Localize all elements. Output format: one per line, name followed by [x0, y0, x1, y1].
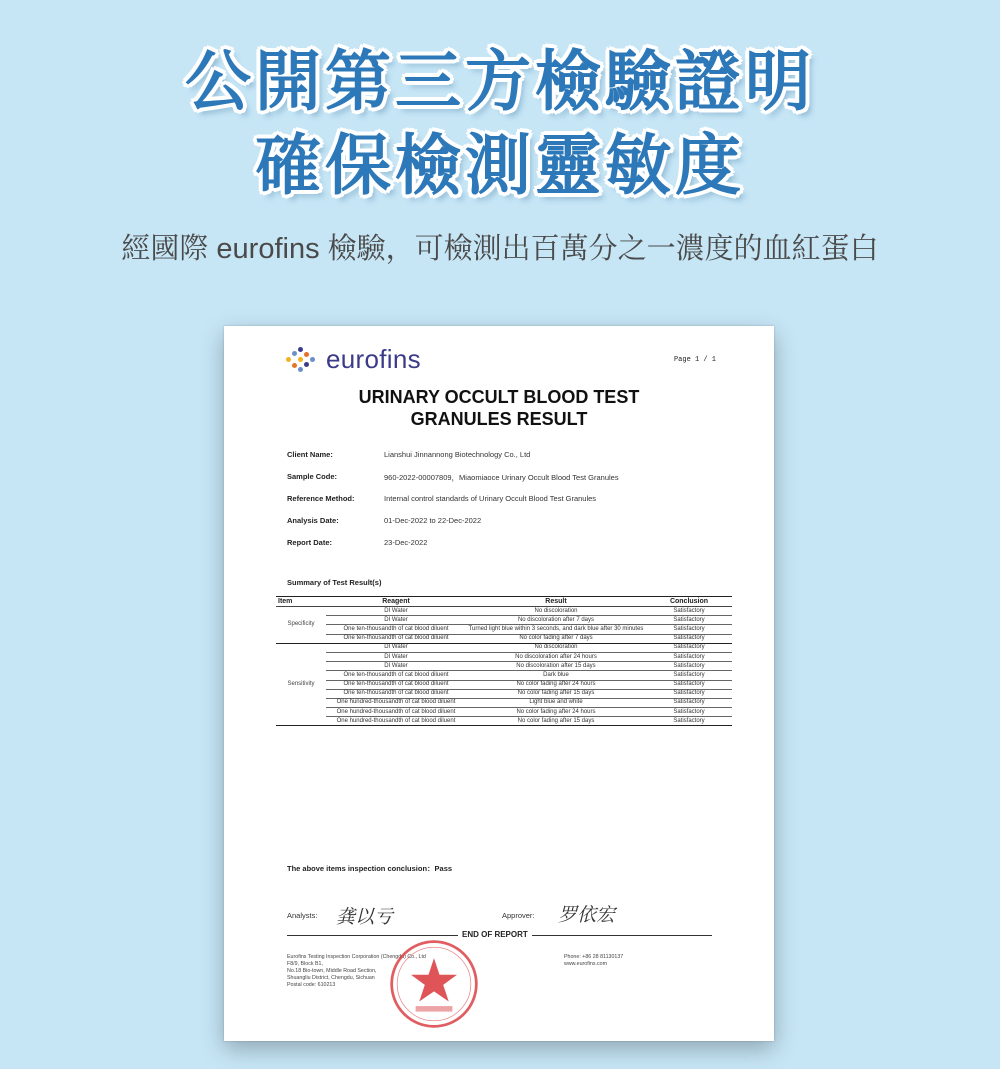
reagent-cell: DI Water — [326, 662, 466, 671]
conclusion-cell: Satisfactory — [646, 625, 732, 634]
result-cell: No color fading after 7 days — [466, 634, 646, 643]
eurofins-dots-icon — [286, 347, 320, 373]
analysis-date-row — [287, 516, 481, 525]
reagent-cell: One ten-thousandth of cat blood diluent — [326, 689, 466, 698]
client-name-row — [287, 450, 530, 459]
method-value: Internal control standards of Urinary Occult Blood Test Granules — [384, 494, 597, 503]
reagent-cell: One hundred-thousandth of cat blood diluent — [326, 698, 466, 707]
result-cell: No color fading after 24 hours — [466, 680, 646, 689]
sample-value: 960-2022-00007809，Miaomiaoce Urinary Occult Blood Test Granules — [384, 473, 619, 482]
headline-line-2: 確保檢測靈敏度 — [255, 127, 745, 204]
phone: Phone: +86 28 81130137 — [564, 954, 624, 960]
reagent-cell: One hundred-thousandth of cat blood diluent — [326, 717, 466, 726]
result-cell: No discoloration — [466, 607, 646, 616]
report-title-line-2: GRANULES RESULT — [410, 409, 588, 429]
table-row — [276, 662, 732, 671]
result-cell: No discoloration after 15 days — [466, 662, 646, 671]
report-title — [224, 386, 774, 430]
result-cell: Light blue and white — [466, 698, 646, 707]
results-table — [276, 596, 732, 726]
result-cell: No color fading after 24 hours — [466, 708, 646, 717]
conclusion-cell: Satisfactory — [646, 708, 732, 717]
headline-line-1: 公開第三方檢驗證明 — [185, 43, 815, 120]
conclusion-cell: Satisfactory — [646, 717, 732, 726]
address-line: No.18 Bio-town, Middle Road Section, — [287, 968, 377, 974]
report-date-value: 23-Dec-2022 — [384, 538, 428, 547]
results-table-body — [276, 607, 732, 726]
reference-method-row — [287, 494, 596, 503]
address-line: Eurofins Testing Inspection Corporation (Chengdu) Co., Ltd — [287, 954, 426, 960]
column-header-conclusion: Conclusion — [646, 597, 732, 607]
end-of-report: END OF REPORT — [458, 930, 532, 939]
inspection-conclusion: The above items inspection conclusion：Pass — [287, 864, 453, 873]
test-report-document — [224, 326, 774, 1041]
address-line: Shuangliu District, Chengdu, Sichuan — [287, 975, 375, 981]
conclusion-cell: Satisfactory — [646, 662, 732, 671]
column-header-result: Result — [466, 597, 646, 607]
reagent-cell: One ten-thousandth of cat blood diluent — [326, 671, 466, 680]
conclusion-cell: Satisfactory — [646, 607, 732, 616]
method-label: Reference Method: — [287, 494, 355, 503]
approver-signature: 罗依宏 — [558, 904, 616, 926]
result-cell: No color fading after 15 days — [466, 717, 646, 726]
table-row — [276, 689, 732, 698]
conclusion-cell: Satisfactory — [646, 634, 732, 643]
sample-label: Sample Code: — [287, 472, 338, 481]
analyst-signature: 龚以亏 — [336, 906, 394, 928]
column-header-reagent: Reagent — [326, 597, 466, 607]
table-row — [276, 625, 732, 634]
conclusion-cell: Satisfactory — [646, 698, 732, 707]
summary-heading: Summary of Test Result(s) — [287, 578, 382, 587]
result-cell: Turned light blue within 3 seconds, and dark blue after 30 minutes — [466, 625, 646, 634]
reagent-cell: DI Water — [326, 643, 466, 652]
result-cell: Dark blue — [466, 671, 646, 680]
reagent-cell: One ten-thousandth of cat blood diluent — [326, 680, 466, 689]
reagent-cell: DI Water — [326, 616, 466, 625]
report-date-row — [287, 538, 427, 547]
report-title-line-1: URINARY OCCULT BLOOD TEST — [358, 387, 640, 407]
table-row — [276, 671, 732, 680]
reagent-cell: One ten-thousandth of cat blood diluent — [326, 634, 466, 643]
table-header-row — [276, 597, 732, 607]
table-row — [276, 643, 732, 652]
logo-text: eurofins — [326, 344, 421, 374]
approver-label: Approver: — [502, 911, 535, 920]
client-label: Client Name: — [287, 450, 333, 459]
table-row — [276, 616, 732, 625]
result-cell: No discoloration — [466, 643, 646, 652]
report-date-label: Report Date: — [287, 538, 333, 547]
reagent-cell: One ten-thousandth of cat blood diluent — [326, 625, 466, 634]
result-cell: No discoloration after 7 days — [466, 616, 646, 625]
item-cell: Sensitivity — [276, 643, 326, 726]
analysis-label: Analysis Date: — [287, 516, 339, 525]
official-seal-stamp — [388, 938, 480, 1030]
reagent-cell: DI Water — [326, 607, 466, 616]
table-row — [276, 634, 732, 643]
item-cell: Specificity — [276, 607, 326, 644]
analysts-label: Analysts: — [287, 911, 318, 920]
result-cell: No color fading after 15 days — [466, 689, 646, 698]
result-cell: No discoloration after 24 hours — [466, 652, 646, 661]
conclusion-cell: Satisfactory — [646, 643, 732, 652]
website: www.eurofins.com — [564, 961, 607, 967]
conclusion-cell: Satisfactory — [646, 652, 732, 661]
address-line: Postal code: 610213 — [287, 982, 336, 988]
table-row — [276, 652, 732, 661]
conclusion-cell: Satisfactory — [646, 616, 732, 625]
client-value: Lianshui Jinnannong Biotechnology Co., Ltd — [384, 450, 531, 459]
reagent-cell: DI Water — [326, 652, 466, 661]
subtitle: 經國際 eurofins 檢驗，可檢測出百萬分之一濃度的血紅蛋白 — [121, 233, 879, 265]
lab-contact — [564, 954, 623, 968]
conclusion-cell: Satisfactory — [646, 689, 732, 698]
table-row — [276, 717, 732, 726]
conclusion-cell: Satisfactory — [646, 671, 732, 680]
table-row — [276, 607, 732, 616]
table-row — [276, 708, 732, 717]
eurofins-logo — [286, 344, 421, 375]
column-header-item: Item — [276, 597, 326, 607]
reagent-cell: One hundred-thousandth of cat blood diluent — [326, 708, 466, 717]
conclusion-cell: Satisfactory — [646, 680, 732, 689]
sample-code-row — [287, 472, 619, 483]
address-line: F8/9, Block B1, — [287, 961, 323, 967]
page-number: Page 1 / 1 — [673, 356, 716, 364]
table-row — [276, 698, 732, 707]
table-row — [276, 680, 732, 689]
analysis-value: 01-Dec-2022 to 22-Dec-2022 — [384, 516, 482, 525]
